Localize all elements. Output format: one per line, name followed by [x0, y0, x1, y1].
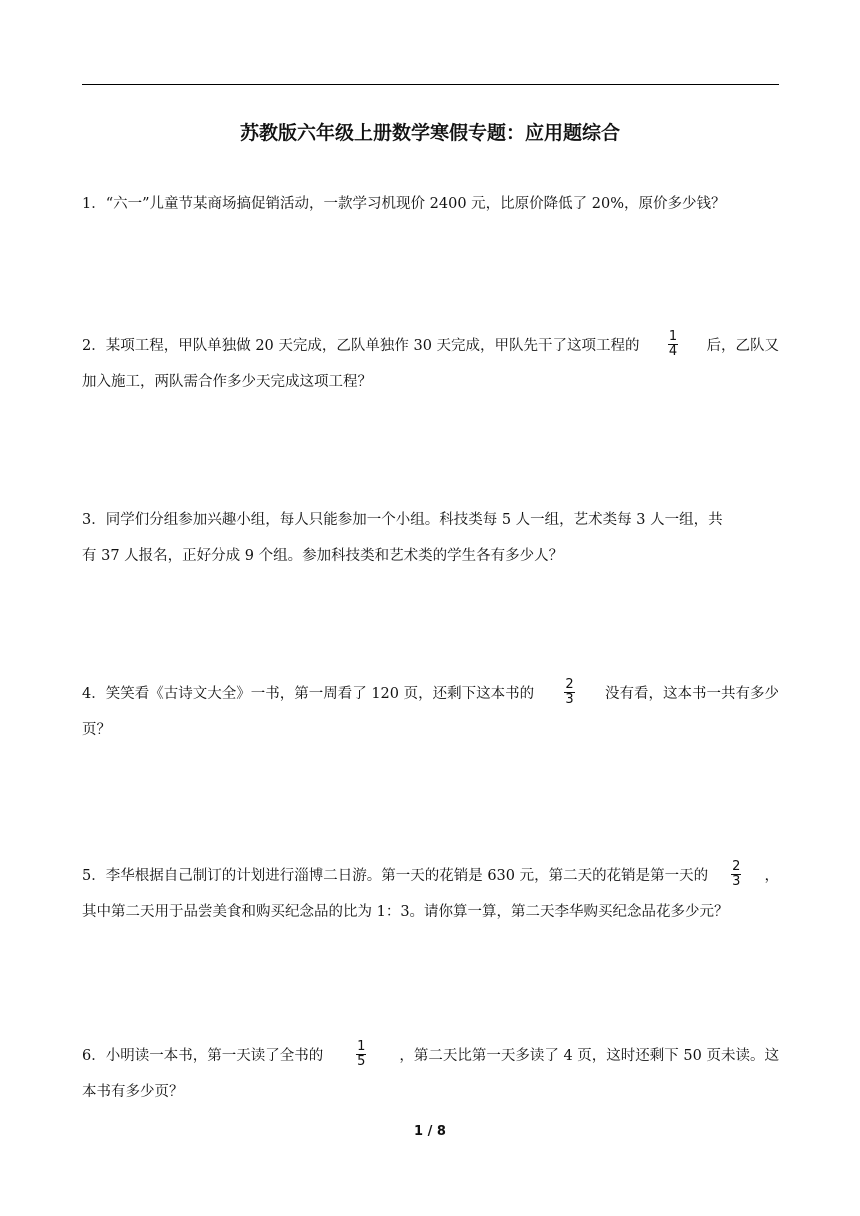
fraction-numerator: 2 — [732, 858, 741, 874]
question-2-line-2: 加入施工，两队需合作多少天完成这项工程？ — [82, 374, 372, 390]
question-2-text-before: 2．某项工程，甲队单独做 20 天完成，乙队单独作 30 天完成，甲队先干了这项工程的 — [82, 338, 640, 354]
question-5-fraction — [731, 860, 741, 889]
question-6-fraction — [356, 1040, 366, 1069]
question-4-line-2: 页？ — [82, 722, 111, 738]
question-6-text-after: ，第二天比第一天多读了 4 页，这时还剩下 50 页未读。这 — [399, 1048, 779, 1064]
question-6 — [82, 1038, 779, 1110]
fraction-denominator: 3 — [565, 691, 574, 707]
question-5-text-before: 5．李华根据自己制订的计划进行淄博二日游。第一天的花销是 630 元，第二天的花销是第一天的 — [82, 868, 709, 884]
question-5-line-1 — [82, 858, 779, 894]
question-4-text-before: 4．笑笑看《古诗文大全》一书，第一周看了 120 页，还剩下这本书的 — [82, 686, 535, 702]
fraction-denominator: 4 — [668, 343, 678, 359]
question-2-line-1 — [82, 328, 779, 364]
question-5 — [82, 858, 779, 930]
fraction-numerator: 2 — [565, 676, 574, 692]
question-3-line-1: 3．同学们分组参加兴趣小组，每人只能参加一个小组。科技类每 5 人一组，艺术类每 3 人一组，共 — [82, 512, 723, 528]
question-6-line-1 — [82, 1038, 779, 1074]
question-3 — [82, 502, 779, 574]
question-5-line-2: 其中第二天用于品尝美食和购买纪念品的比为 1：3。请你算一算，第二天李华购买纪念品花多少元？ — [82, 904, 729, 920]
question-5-text-after: ， — [764, 868, 779, 884]
question-3-line-2: 有 37 人报名，正好分成 9 个组。参加科技类和艺术类的学生各有多少人？ — [82, 548, 564, 564]
question-4-line-1 — [82, 676, 779, 712]
question-6-text-before: 6．小明读一本书，第一天读了全书的 — [82, 1048, 324, 1064]
question-2-text-after: 后，乙队又 — [706, 338, 779, 354]
fraction-denominator: 5 — [357, 1053, 366, 1069]
page-title: 苏教版六年级上册数学寒假专题：应用题综合 — [239, 122, 620, 144]
page-number: 1 / 8 — [414, 1124, 446, 1139]
question-1 — [82, 186, 779, 222]
question-2 — [82, 328, 779, 400]
fraction-numerator: 1 — [357, 1038, 366, 1054]
fraction-numerator: 1 — [668, 328, 678, 344]
question-4-text-after: 没有看，这本书一共有多少 — [605, 686, 779, 702]
header-rule — [82, 84, 779, 85]
question-2-fraction — [668, 330, 678, 359]
question-1-text: 1．“六一”儿童节某商场搞促销活动，一款学习机现价 2400 元，比原价降低了 20%，原价多少钱？ — [82, 196, 726, 212]
question-4-fraction — [564, 678, 574, 707]
fraction-denominator: 3 — [732, 873, 741, 889]
question-4 — [82, 676, 779, 748]
question-6-line-2: 本书有多少页？ — [82, 1084, 184, 1100]
